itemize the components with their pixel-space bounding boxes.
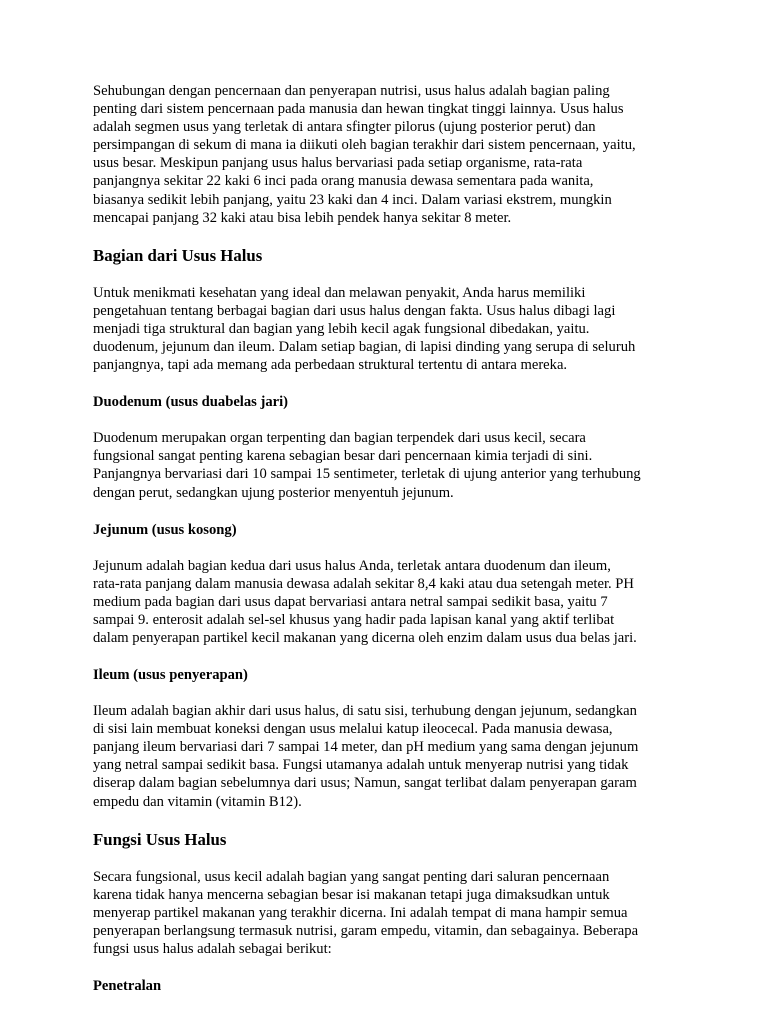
subheading-duodenum: Duodenum (usus duabelas jari) [93, 394, 289, 411]
text-line: panjang ileum bervariasi dari 7 sampai 14 meter, dan pH medium yang sama dengan jejunum [93, 739, 639, 756]
document-page [93, 82, 683, 995]
text-line: mencapai panjang 32 kaki atau bisa lebih pendek hanya sekitar 8 meter. [93, 209, 512, 226]
ileum-paragraph [93, 702, 683, 811]
fungsi-paragraph [93, 868, 683, 958]
text-line: biasanya sedikit lebih panjang, yaitu 23 kaki dan 4 inci. Dalam variasi ekstrem, mungkin [93, 191, 612, 208]
text-line: Jejunum adalah bagian kedua dari usus halus Anda, terletak antara duodenum dan ileum, [93, 557, 611, 574]
section-heading-fungsi: Fungsi Usus Halus [93, 829, 227, 849]
section-heading-bagian: Bagian dari Usus Halus [93, 245, 263, 265]
jejunum-paragraph [93, 557, 683, 647]
subheading-penetralan: Penetralan [93, 978, 162, 995]
duodenum-paragraph [93, 429, 683, 501]
text-line: Sehubungan dengan pencernaan dan penyerapan nutrisi, usus halus adalah bagian paling [93, 83, 610, 99]
text-line: persimpangan di sekum di mana ia diikuti oleh bagian terakhir dari sistem pencernaan, yaitu, [93, 137, 636, 154]
text-line: penyerapan berlangsung termasuk nutrisi, garam empedu, vitamin, dan sebagainya. Beberapa [93, 922, 639, 939]
text-line: penting dari sistem pencernaan pada manusia dan hewan tingkat tinggi lainnya. Usus halus [93, 101, 624, 118]
text-line: empedu dan vitamin (vitamin B12). [93, 793, 302, 810]
text-line: rata-rata panjang dalam manusia dewasa adalah sekitar 8,4 kaki atau dua setengah meter. PH [93, 575, 634, 592]
text-line: duodenum, jejunum dan ileum. Dalam setiap bagian, di lapisi dinding yang serupa di seluruh [93, 339, 636, 356]
text-line: dalam penyerapan partikel kecil makanan yang dicerna oleh enzim dalam usus dua belas jari. [93, 629, 637, 646]
text-line: Untuk menikmati kesehatan yang ideal dan melawan penyakit, Anda harus memiliki [93, 284, 586, 301]
subheading-jejunum: Jejunum (usus kosong) [93, 521, 237, 538]
text-line: Secara fungsional, usus kecil adalah bagian yang sangat penting dari saluran pencernaan [93, 868, 610, 885]
text-line: diserap dalam bagian sebelumnya dari usus; Namun, sangat terlibat dalam penyerapan garam [93, 775, 637, 792]
text-line: fungsi usus halus adalah sebagai berikut: [93, 941, 332, 957]
text-line: Ileum adalah bagian akhir dari usus halus, di satu sisi, terhubung dengan jejunum, sedangkan [93, 703, 637, 720]
text-line: medium pada bagian dari usus dapat bervariasi antara netral sampai sedikit basa, yaitu 7 [93, 593, 608, 610]
text-line: panjangnya, tapi ada memang ada perbedaan struktural tertentu di antara mereka. [93, 357, 568, 374]
text-line: Duodenum merupakan organ terpenting dan bagian terpendek dari usus kecil, secara [93, 430, 586, 447]
text-line: dengan perut, sedangkan ujung posterior menyentuh jejunum. [93, 484, 454, 501]
text-line: panjangnya sekitar 22 kaki 6 inci pada orang manusia dewasa sementara pada wanita, [93, 173, 594, 190]
text-line: di sisi lain membuat koneksi dengan usus melalui katup ileocecal. Pada manusia dewasa, [93, 721, 613, 738]
subheading-ileum: Ileum (usus penyerapan) [93, 667, 248, 684]
text-line: Panjangnya bervariasi dari 10 sampai 15 sentimeter, terletak di ujung anterior yang terhubung [93, 466, 641, 483]
text-line: menjadi tiga struktural dan bagian yang lebih kecil agak fungsional dibedakan, yaitu. [93, 320, 590, 337]
text-line: karena tidak hanya mencerna sebagian besar isi makanan tetapi juga dimaksudkan untuk [93, 886, 610, 903]
text-line: yang netral sampai sedikit basa. Fungsi utamanya adalah untuk menyerap nutrisi yang tidak [93, 757, 629, 774]
bagian-paragraph [93, 284, 683, 374]
text-line: menyerap partikel makanan yang terakhir dicerna. Ini adalah tempat di mana hampir semua [93, 904, 628, 921]
text-line: pengetahuan tentang berbagai bagian dari usus halus dengan fakta. Usus halus dibagi lagi [93, 302, 616, 319]
text-line: usus besar. Meskipun panjang usus halus bervariasi pada setiap organisme, rata-rata [93, 155, 583, 172]
intro-paragraph [93, 82, 683, 227]
text-line: sampai 9. enterosit adalah sel-sel khusus yang hadir pada lapisan kanal yang aktif terlibat [93, 611, 615, 628]
text-line: adalah segmen usus yang terletak di antara sfingter pilorus (ujung posterior perut) dan [93, 119, 596, 136]
text-line: fungsional sangat penting karena sebagian besar dari pencernaan kimia terjadi di sini. [93, 448, 593, 465]
